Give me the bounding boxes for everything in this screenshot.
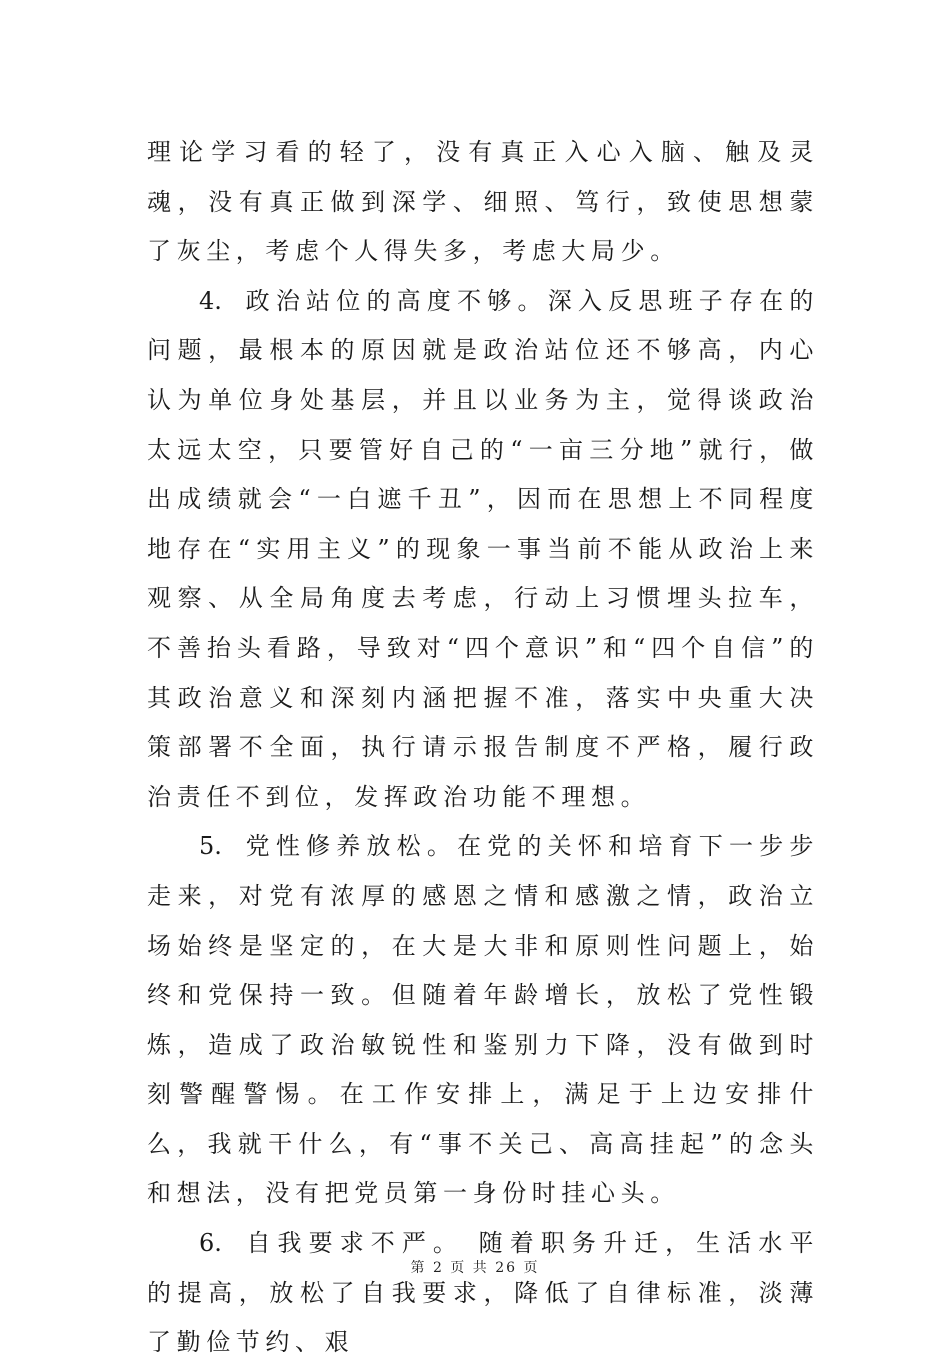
- paragraph-text: 自我要求不严。 随着职务升迁，生活水平的提高，放松了自我要求，降低了自律标准，淡薄了勤俭节约、艰: [147, 1229, 819, 1357]
- paragraph-text: 政治站位的高度不够。深入反思班子存在的问题，最根本的原因就是政治站位还不够高，内心认为单位身处基层，并且以业务为主，觉得谈政治太远太空，只要管好自己的“一亩三分地”就行，做出成绩就会“一白遮千丑”，因而在思想上不同程度地存在“实用主义”的现象一事当前不能从政治上来观察、从全局角度去考虑，行动上习惯埋头拉车，不善抬头看路，导致对“四个意识”和“四个自信”的其政治意义和深刻内涵把握不准，落实中央重大决策部署不全面，执行请示报告制度不严格，履行政治责任不到位，发挥政治功能不理想。: [147, 286, 819, 811]
- paragraph-item-5: [147, 822, 819, 1219]
- paragraph-text: 党性修养放松。在党的关怀和培育下一步步走来，对党有浓厚的感恩之情和感激之情，政治立场始终是坚定的，在大是大非和原则性问题上，始终和党保持一致。但随着年龄增长，放松了党性锻炼，造成了政治敏锐性和鉴别力下降，没有做到时刻警醒警惕。在工作安排上，满足于上边安排什么，我就干什么，有“事不关己、高高挂起”的念头和想法，没有把党员第一身份时挂心头。: [147, 832, 819, 1208]
- paragraph-text: 理论学习看的轻了，没有真正入心入脑、触及灵魂，没有真正做到深学、细照、笃行，致使思想蒙了灰尘，考虑个人得失多，考虑大局少。: [147, 138, 819, 266]
- page-footer: 第 2 页 共 26 页: [410, 1260, 540, 1276]
- paragraph-item-6: [147, 1219, 819, 1368]
- item-number: 6.: [199, 1229, 222, 1258]
- body-text: [147, 128, 819, 1368]
- item-number: 5.: [199, 832, 222, 861]
- item-number: 4.: [199, 286, 222, 315]
- paragraph-continued: [147, 128, 819, 277]
- paragraph-item-4: [147, 277, 819, 823]
